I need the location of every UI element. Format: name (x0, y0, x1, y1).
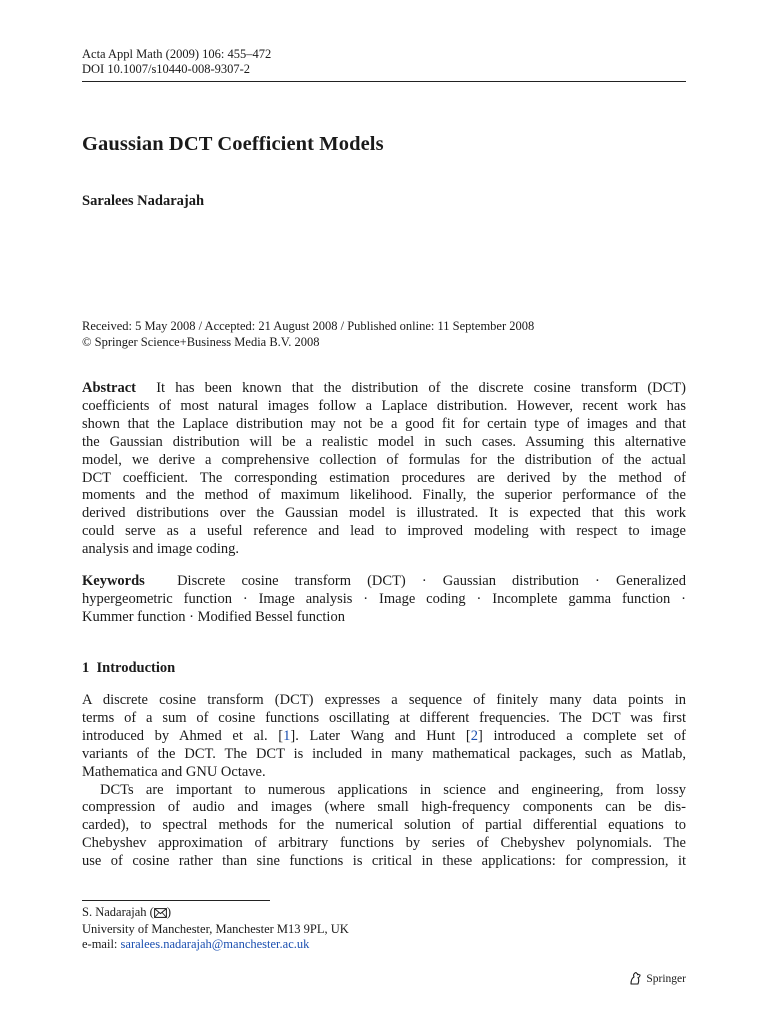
intro-line: DCTs are important to numerous applications in science and engineering, from lossy (100, 781, 686, 798)
keywords-line: hypergeometric function · Image analysis · Image coding · Incomplete gamma function · (82, 590, 686, 607)
intro-line: compression of audio and images (where small high-frequency components can be dis- (82, 799, 686, 816)
springer-wordmark: Springer (646, 972, 686, 985)
footnote-email-line: e-mail: saralees.nadarajah@manchester.ac.uk (82, 937, 310, 951)
citation-link-2[interactable]: 2 (470, 727, 479, 744)
paper-title: Gaussian DCT Coefficient Models (82, 133, 384, 155)
author-footnote (82, 905, 349, 952)
section-number: 1 (82, 660, 90, 676)
intro-line: introduced by Ahmed et al. [1]. Later Wang and Hunt [2] introduced a complete set of (82, 727, 686, 744)
intro-line: A discrete cosine transform (DCT) expresses a sequence of finitely many data points in (82, 692, 686, 708)
keywords-label: Keywords (82, 573, 145, 589)
intro-line: Chebyshev approximation of arbitrary functions by series of Chebyshev polynomials. The (82, 835, 686, 852)
abstract-line: model, we derive a comprehensive collection of formulas for the distribution of the actual (82, 451, 686, 468)
citation-link-1[interactable]: 1 (283, 727, 291, 744)
intro-line: use of cosine rather than sine functions is critical in these applications: for compression, it (82, 853, 686, 870)
history-dates: Received: 5 May 2008 / Accepted: 21 August 2008 / Published online: 11 September 2008 (82, 319, 535, 333)
email-link[interactable]: saralees.nadarajah@manchester.ac.uk (120, 937, 310, 951)
abstract (82, 380, 686, 559)
introduction-body (82, 692, 686, 871)
abstract-line: derived distributions over the Gaussian model is illustrated. It is expected that this work (82, 505, 686, 522)
intro-line: terms of a sum of cosine functions oscillating at different frequencies. The DCT was first (82, 709, 686, 726)
section-heading (82, 660, 175, 677)
springer-horse-icon (628, 971, 643, 986)
abstract-line: shown that the Laplace distribution may not be a good fit for certain type of images and that (82, 415, 686, 432)
envelope-icon (154, 907, 167, 922)
keywords-line: Keywords Discrete cosine transform (DCT) · Gaussian distribution · Generalized (82, 573, 686, 589)
abstract-line: analysis and image coding. (82, 541, 240, 558)
abstract-line: coefficients of most natural images follow a Laplace distribution. However, recent work has (82, 397, 686, 414)
paper-page (82, 0, 686, 1024)
copyright-line: © Springer Science+Business Media B.V. 2008 (82, 334, 320, 349)
springer-logo (628, 971, 686, 986)
abstract-label: Abstract (82, 380, 136, 396)
intro-line: carded), to spectral methods for the numerical solution of partial differential equations to (82, 817, 686, 834)
abstract-line: Abstract It has been known that the distribution of the discrete cosine transform (DCT) (82, 380, 686, 396)
intro-line: Mathematica and GNU Octave. (82, 763, 266, 780)
abstract-line: could serve as a useful reference and lead to improved modeling with respect to image (82, 523, 686, 540)
abstract-line: moments and the method of maximum likelihood. Finally, the superior performance of the (82, 487, 686, 504)
header-rule (82, 81, 686, 82)
section-title: Introduction (96, 660, 176, 676)
doi-line: DOI 10.1007/s10440-008-9307-2 (82, 62, 251, 76)
intro-line: variants of the DCT. The DCT is included in many mathematical packages, such as Matlab, (82, 745, 686, 762)
journal-citation: Acta Appl Math (2009) 106: 455–472 (82, 47, 272, 61)
publication-history (82, 319, 534, 350)
abstract-line: DCT coefficient. The corresponding estimation procedures are derived by the method of (82, 469, 686, 486)
footnote-rule (82, 900, 270, 901)
keywords (82, 573, 686, 627)
footnote-affiliation: University of Manchester, Manchester M13 9PL, UK (82, 922, 349, 936)
author-name: Saralees Nadarajah (82, 193, 205, 209)
footnote-author: S. Nadarajah ( ) (82, 905, 349, 922)
keywords-line: Kummer function · Modified Bessel function (82, 608, 345, 625)
journal-header (82, 47, 271, 77)
abstract-line: the Gaussian distribution will be a realistic model in such cases. Assuming this alternative (82, 433, 686, 450)
